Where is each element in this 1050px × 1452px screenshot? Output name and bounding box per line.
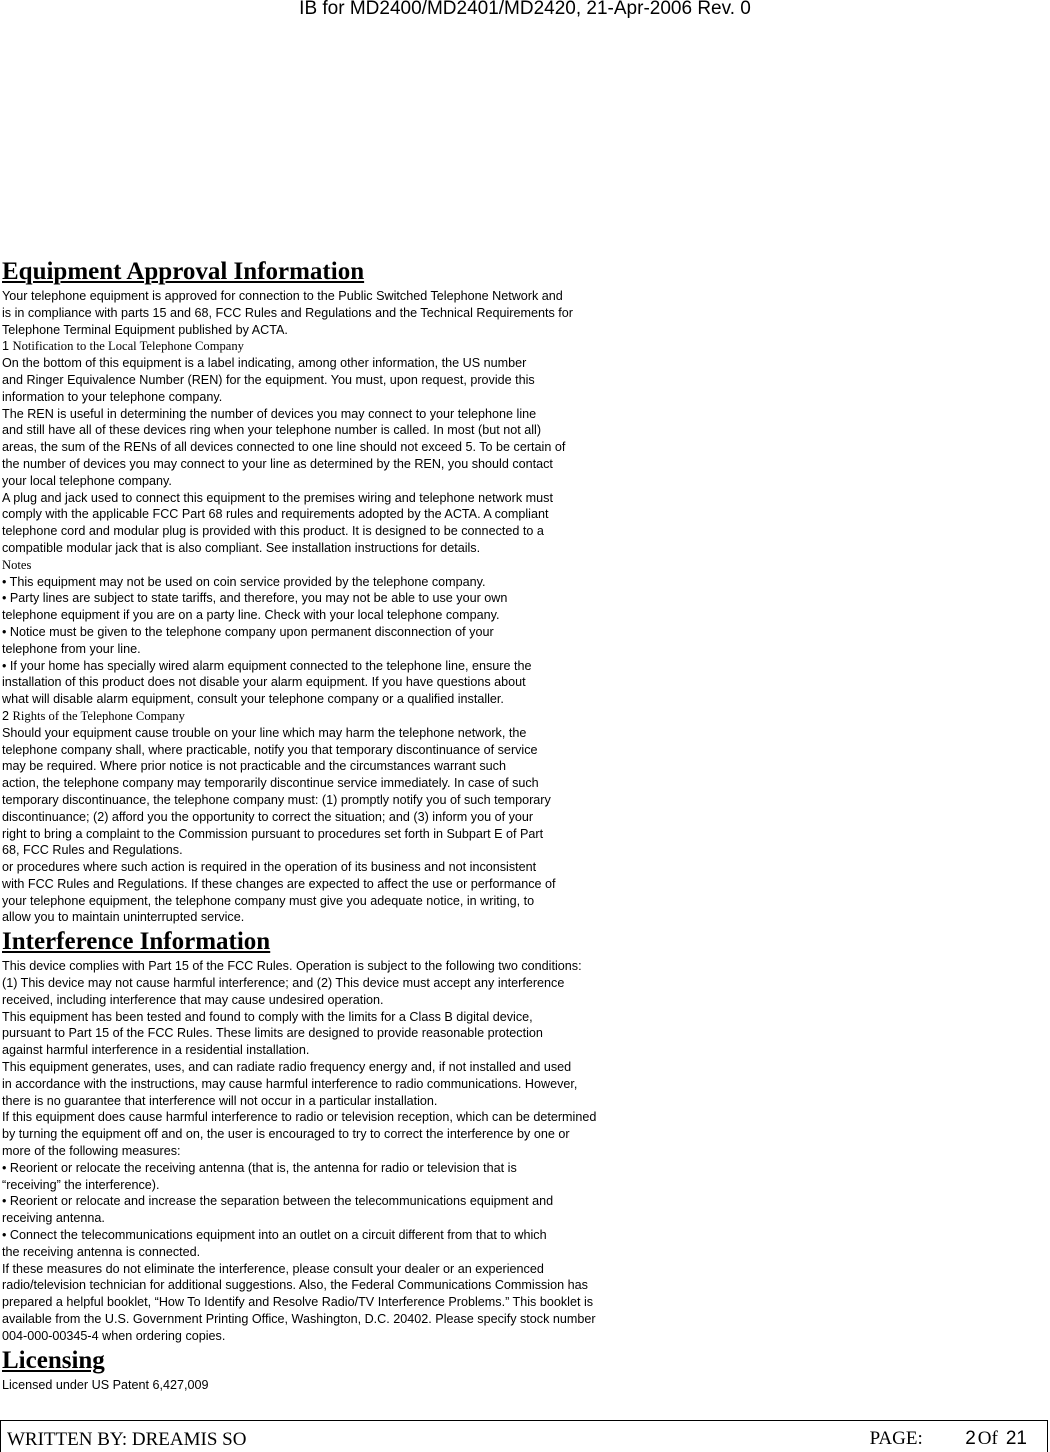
text-line — [2, 708, 1042, 725]
text-line — [2, 975, 1042, 992]
line-text: Should your equipment cause trouble on your line which may harm the telephone network, the — [2, 725, 527, 740]
line-text: may be required. Where prior notice is not practicable and the circumstances warrant such — [2, 759, 506, 774]
text-line — [2, 406, 1042, 423]
line-text: This device complies with Part 15 of the FCC Rules. Operation is subject to the following two conditions: — [2, 959, 582, 974]
line-text: comply with the applicable FCC Part 68 rules and requirements adopted by the ACTA. A compliant — [2, 507, 549, 522]
line-text: against harmful interference in a residential installation. — [2, 1043, 310, 1058]
text-line — [2, 842, 1042, 859]
text-line — [2, 792, 1042, 809]
line-text: with FCC Rules and Regulations. If these changes are expected to affect the use or performance of — [2, 876, 556, 891]
of-label: Of — [977, 1428, 998, 1449]
total-pages: 21 — [1005, 1428, 1027, 1449]
line-text: receiving antenna. — [2, 1211, 105, 1226]
text-line — [2, 1059, 1042, 1076]
line-text: 68, FCC Rules and Regulations. — [2, 843, 183, 858]
subsection-number: 2 — [2, 708, 13, 723]
text-line — [2, 389, 1042, 406]
line-text: discontinuance; (2) afford you the opportunity to correct the situation; and (3) inform you of your — [2, 809, 534, 824]
text-line — [2, 809, 1042, 826]
line-text: Your telephone equipment is approved for connection to the Public Switched Telephone Network and — [2, 289, 563, 303]
line-text: telephone cord and modular plug is provided with this product. It is designed to be connected to a — [2, 524, 544, 539]
text-line — [2, 1093, 1042, 1110]
line-text: and Ringer Equivalence Number (REN) for the equipment. You must, upon request, provide this — [2, 372, 535, 387]
text-line — [2, 523, 1042, 540]
line-text: A plug and jack used to connect this equipment to the premises wiring and telephone network must — [2, 490, 553, 505]
text-line — [2, 658, 1042, 675]
subsection-title: Notes — [2, 557, 32, 572]
section-heading: Equipment Approval Information — [2, 258, 365, 285]
line-text: more of the following measures: — [2, 1144, 181, 1159]
text-line — [2, 826, 1042, 843]
text-line — [2, 506, 1042, 523]
text-line — [2, 490, 1042, 507]
text-line — [2, 607, 1042, 624]
line-text: available from the U.S. Government Printing Office, Washington, D.C. 20402. Please specify stock number — [2, 1312, 596, 1327]
text-line — [2, 1042, 1042, 1059]
text-line — [2, 288, 1042, 305]
line-text: This equipment generates, uses, and can radiate radio frequency energy and, if not installed and used — [2, 1060, 572, 1075]
text-line — [2, 674, 1042, 691]
line-text: your telephone equipment, the telephone company must give you adequate notice, in writing, to — [2, 893, 535, 908]
text-line — [2, 758, 1042, 775]
text-line — [2, 1294, 1042, 1311]
text-line — [2, 574, 1042, 591]
text-line — [2, 1193, 1042, 1210]
text-line — [2, 1143, 1042, 1160]
line-text: the number of devices you may connect to your line as determined by the REN, you should contact — [2, 456, 553, 471]
line-text: Telephone Terminal Equipment published by ACTA. — [2, 322, 288, 337]
line-text: • Party lines are subject to state tariffs, and therefore, you may not be able to use your own — [2, 591, 508, 606]
line-text: or procedures where such action is required in the operation of its business and not inconsistent — [2, 860, 537, 875]
text-line — [2, 1076, 1042, 1093]
text-line — [2, 1177, 1042, 1194]
line-text: allow you to maintain uninterrupted service. — [2, 910, 245, 925]
line-text: there is no guarantee that interference will not occur in a particular installation. — [2, 1093, 438, 1108]
line-text: This equipment has been tested and found to comply with the limits for a Class B digital device, — [2, 1009, 533, 1024]
text-line — [2, 456, 1042, 473]
line-text: action, the telephone company may temporarily discontinue service immediately. In case of such — [2, 776, 539, 791]
subsection-title: Notification to the Local Telephone Company — [12, 339, 244, 354]
line-text: what will disable alarm equipment, consult your telephone company or a qualified installer. — [2, 692, 504, 707]
line-text: pursuant to Part 15 of the FCC Rules. These limits are designed to provide reasonable protection — [2, 1026, 543, 1041]
page-number: 2 — [965, 1428, 976, 1449]
line-text: On the bottom of this equipment is a label indicating, among other information, the US number — [2, 356, 527, 371]
line-text: by turning the equipment off and on, the user is encouraged to try to correct the interference by one or — [2, 1127, 570, 1142]
line-text: (1) This device may not cause harmful interference; and (2) This device must accept any interference — [2, 976, 565, 991]
text-line — [2, 473, 1042, 490]
text-line — [2, 742, 1042, 759]
line-text: The REN is useful in determining the number of devices you may connect to your telephone line — [2, 406, 537, 421]
text-line — [2, 422, 1042, 439]
text-line — [2, 1244, 1042, 1261]
page-footer — [0, 1420, 1048, 1452]
text-line — [2, 1160, 1042, 1177]
text-line — [2, 992, 1042, 1009]
text-line — [2, 624, 1042, 641]
text-line — [2, 1377, 1042, 1394]
text-line — [2, 439, 1042, 456]
text-line — [2, 1109, 1042, 1126]
text-line — [2, 958, 1042, 975]
document-body — [2, 256, 1042, 1393]
text-line — [2, 540, 1042, 557]
text-line — [2, 322, 1042, 339]
line-text: installation of this product does not disable your alarm equipment. If you have questions about — [2, 675, 526, 690]
page-label: PAGE: — [869, 1428, 923, 1449]
text-line — [2, 1277, 1042, 1294]
line-text: • Connect the telecommunications equipment into an outlet on a circuit different from that to which — [2, 1228, 547, 1243]
text-line — [2, 1328, 1042, 1345]
text-line — [2, 1261, 1042, 1278]
line-text: “receiving” the interference). — [2, 1177, 160, 1192]
document-header: IB for MD2400/MD2401/MD2420, 21-Apr-2006 Rev. 0 — [299, 0, 751, 19]
text-line — [2, 876, 1042, 893]
line-text: Licensed under US Patent 6,427,009 — [2, 1377, 209, 1392]
line-text: telephone company shall, where practicable, notify you that temporary discontinuance of service — [2, 742, 538, 757]
text-line — [2, 338, 1042, 355]
line-text: If this equipment does cause harmful interference to radio or television reception, which can be determined — [2, 1110, 597, 1125]
line-text: right to bring a complaint to the Commission pursuant to procedures set forth in Subpart E of Part — [2, 826, 544, 841]
line-text: in accordance with the instructions, may cause harmful interference to radio communications. However, — [2, 1076, 578, 1091]
line-text: • Reorient or relocate and increase the separation between the telecommunications equipment and — [2, 1194, 554, 1209]
text-line — [2, 557, 1042, 574]
text-line — [2, 909, 1042, 926]
text-line — [2, 355, 1042, 372]
line-text: compatible modular jack that is also compliant. See installation instructions for details. — [2, 540, 481, 555]
text-line — [2, 725, 1042, 742]
line-text: telephone equipment if you are on a party line. Check with your local telephone company. — [2, 608, 500, 623]
line-text: information to your telephone company. — [2, 389, 223, 404]
line-text: prepared a helpful booklet, “How To Identify and Resolve Radio/TV Interference Problems.” This booklet is — [2, 1295, 594, 1310]
subsection-title: Rights of the Telephone Company — [12, 708, 185, 723]
text-line — [2, 691, 1042, 708]
page-number-box — [870, 1428, 1027, 1450]
text-line — [2, 372, 1042, 389]
author-line: WRITTEN BY: DREAMIS SO — [7, 1429, 247, 1450]
section-heading: Interference Information — [2, 928, 271, 956]
line-text: temporary discontinuance, the telephone company must: (1) promptly notify you of such temporary — [2, 792, 551, 807]
line-text: • This equipment may not be used on coin service provided by the telephone company. — [2, 574, 486, 589]
text-line — [2, 1009, 1042, 1026]
text-line — [2, 1025, 1042, 1042]
text-line — [2, 775, 1042, 792]
text-line — [2, 305, 1042, 322]
line-text: your local telephone company. — [2, 473, 172, 488]
subsection-number: 1 — [2, 339, 13, 354]
line-text: • If your home has specially wired alarm equipment connected to the telephone line, ensure the — [2, 658, 532, 673]
text-line — [2, 859, 1042, 876]
text-line — [2, 1210, 1042, 1227]
line-text: radio/television technician for additional suggestions. Also, the Federal Communications Commission has — [2, 1278, 588, 1293]
text-line — [2, 641, 1042, 658]
line-text: If these measures do not eliminate the interference, please consult your dealer or an experienced — [2, 1261, 544, 1276]
line-text: areas, the sum of the RENs of all devices connected to one line should not exceed 5. To be certain of — [2, 440, 566, 455]
line-text: • Reorient or relocate the receiving antenna (that is, the antenna for radio or television that is — [2, 1160, 517, 1175]
line-text: 004-000-00345-4 when ordering copies. — [2, 1328, 226, 1343]
line-text: is in compliance with parts 15 and 68, FCC Rules and Regulations and the Technical Requirements for — [2, 305, 573, 320]
section-heading: Licensing — [2, 1346, 105, 1374]
text-line — [2, 1126, 1042, 1143]
text-line — [2, 590, 1042, 607]
text-line — [2, 893, 1042, 910]
line-text: telephone from your line. — [2, 641, 141, 656]
text-line — [2, 1311, 1042, 1328]
line-text: and still have all of these devices ring when your telephone number is called. In most (but not all) — [2, 423, 542, 438]
line-text: received, including interference that may cause undesired operation. — [2, 992, 384, 1007]
line-text: the receiving antenna is connected. — [2, 1244, 201, 1259]
text-line — [2, 1227, 1042, 1244]
line-text: • Notice must be given to the telephone company upon permanent disconnection of your — [2, 624, 494, 639]
